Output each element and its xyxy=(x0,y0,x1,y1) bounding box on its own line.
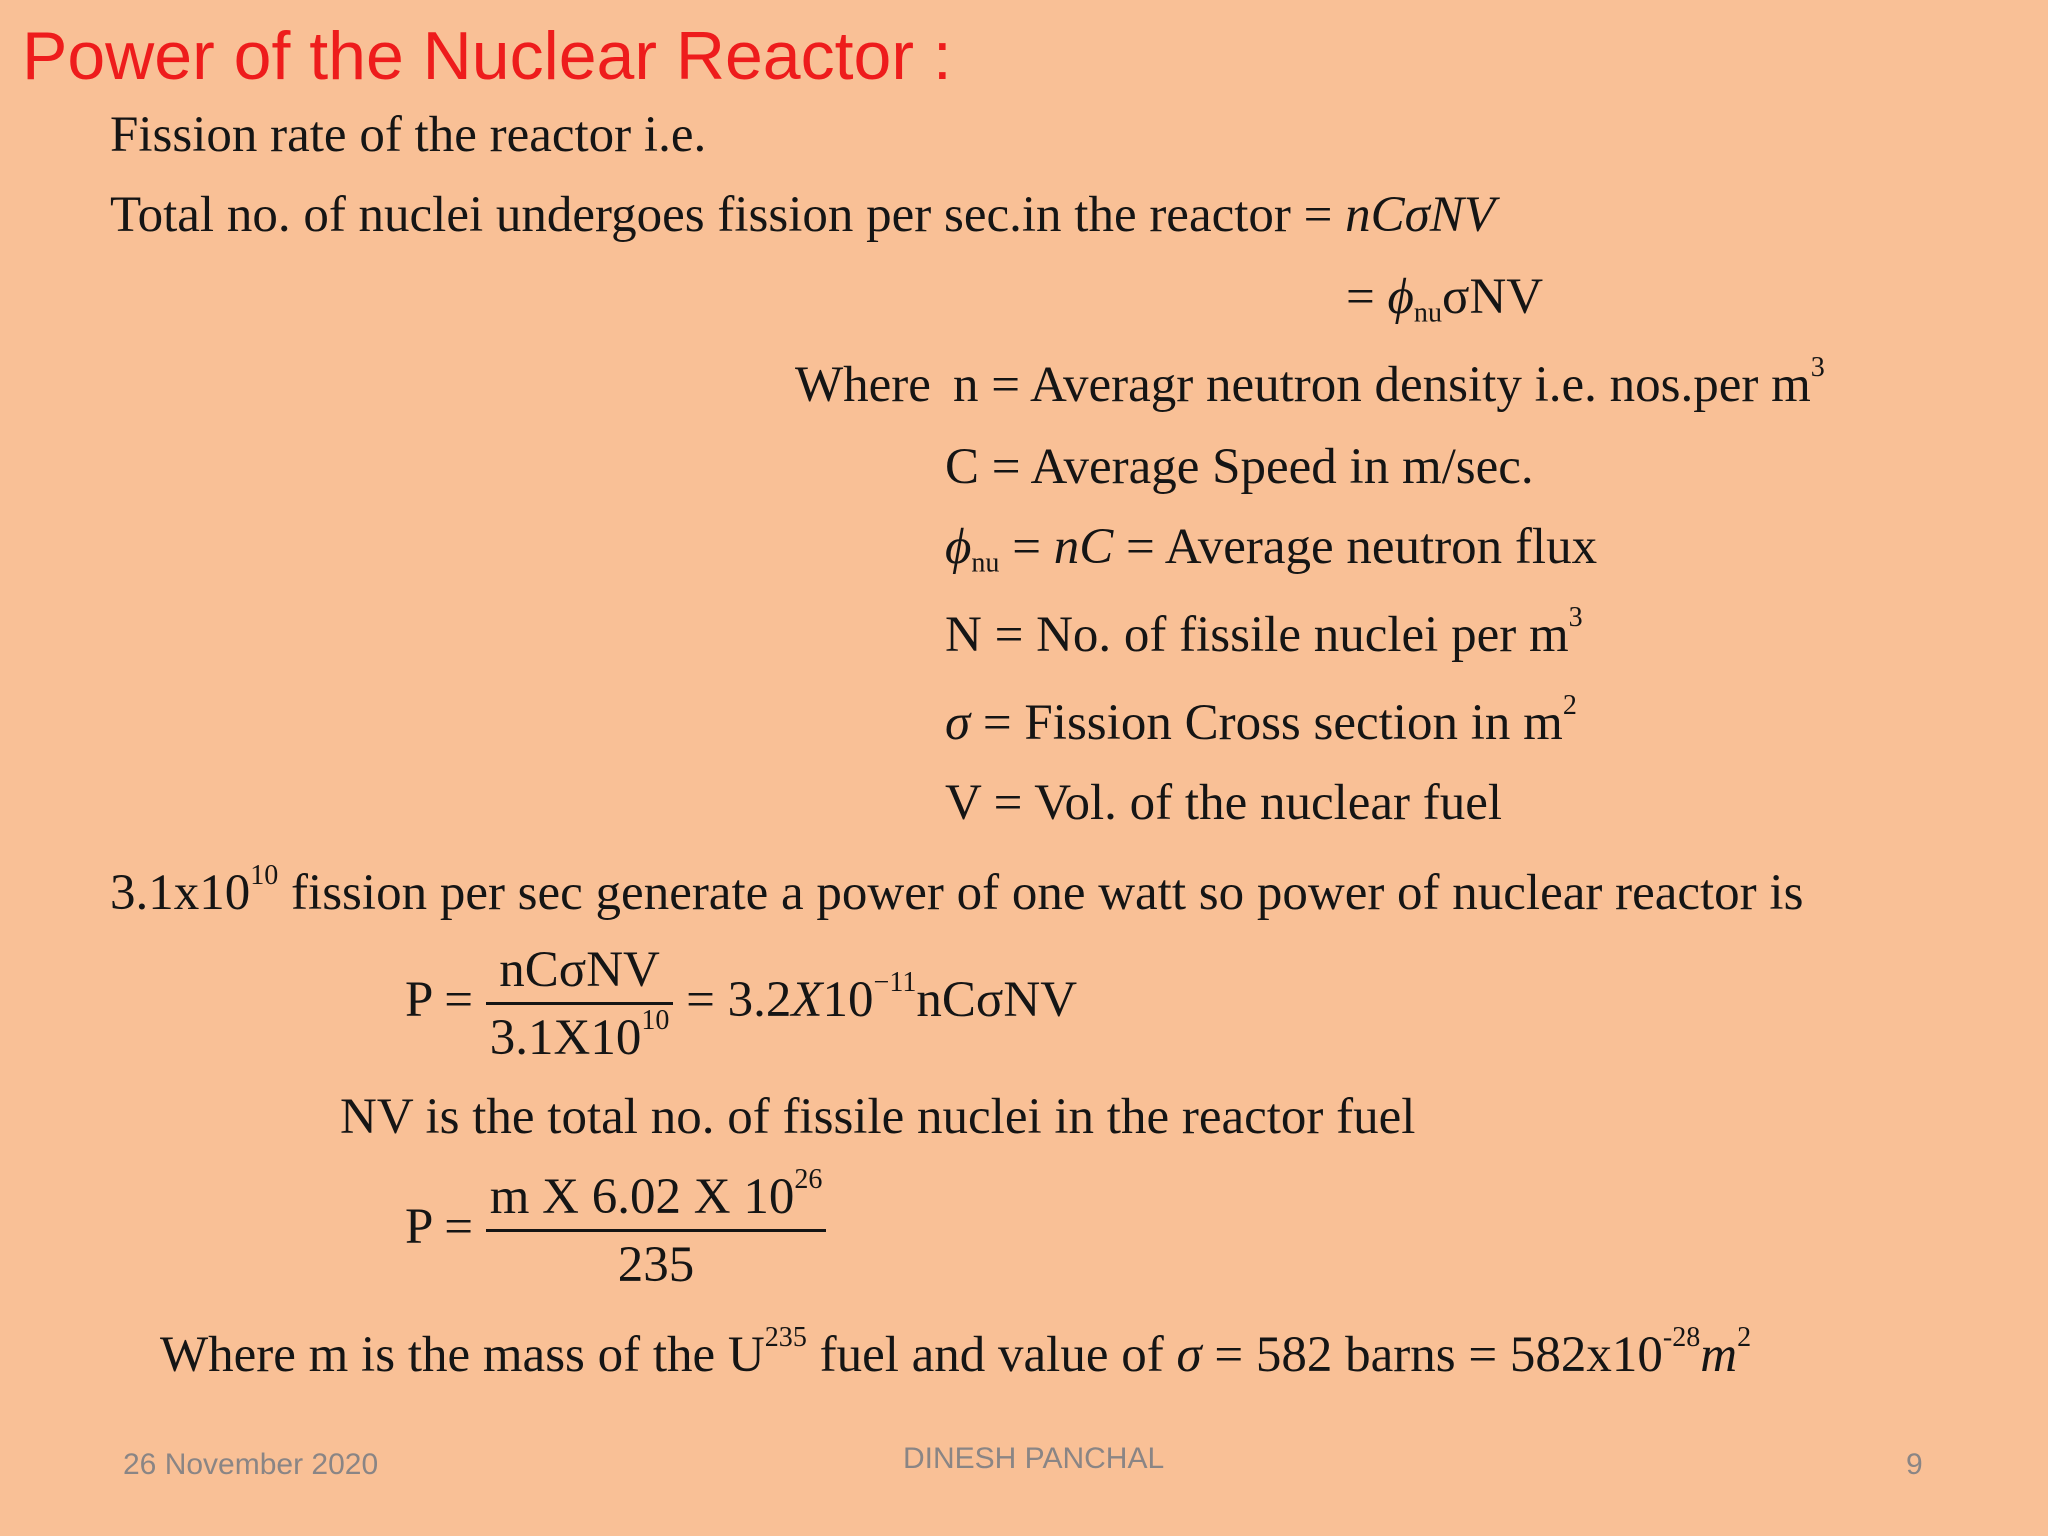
def-phi-nc: nC xyxy=(1053,519,1114,575)
def-n xyxy=(953,351,1825,413)
nv-line: NV is the total no. of fissile nuclei in the reactor fuel xyxy=(340,1089,1416,1145)
def-phi-sub: nu xyxy=(971,547,1000,579)
eq1-den-sup: 10 xyxy=(641,1004,670,1036)
where-label: Where xyxy=(795,357,931,413)
mass-pre: Where m is the mass of the U xyxy=(160,1327,765,1383)
def-phi-mid: = xyxy=(999,519,1054,575)
def-N-sup: 3 xyxy=(1568,601,1583,633)
def-sigma-sym: σ xyxy=(945,695,971,751)
eq1-fraction xyxy=(486,942,674,1066)
eq1-exp: −11 xyxy=(873,966,917,998)
fission-power-pre: 3.1x10 xyxy=(110,865,251,921)
def-c: C = Average Speed in m/sec. xyxy=(945,439,1534,495)
def-phi xyxy=(945,519,1598,579)
slide-title: Power of the Nuclear Reactor : xyxy=(22,18,952,94)
power-equation-1 xyxy=(405,942,1078,1066)
eq1-ten: 10 xyxy=(822,972,874,1029)
mass-sigma-line xyxy=(160,1321,1752,1383)
footer-page-number: 9 xyxy=(1906,1448,1923,1481)
fission-power-line xyxy=(110,859,1804,921)
flux-eq: = xyxy=(1346,269,1388,325)
mass-m-sup: 2 xyxy=(1737,1321,1752,1353)
fission-power-sup: 10 xyxy=(250,859,279,891)
flux-phi: ϕ xyxy=(1387,269,1414,325)
eq1-rest: nCσNV xyxy=(916,972,1078,1029)
mass-eq: = 582 barns = 582x10 xyxy=(1201,1327,1663,1383)
total-fission-text: Total no. of nuclei undergoes fission per sec.in the reactor = xyxy=(110,187,1346,243)
mass-mid: fuel and value of xyxy=(806,1327,1177,1383)
flux-formula-line xyxy=(1346,269,1544,329)
footer-date: 26 November 2020 xyxy=(123,1448,379,1481)
mass-exp: -28 xyxy=(1662,1321,1701,1353)
eq2-denominator: 235 xyxy=(617,1237,695,1293)
eq1-den-text: 3.1X10 xyxy=(489,1010,642,1066)
eq1-numerator: nCσNV xyxy=(486,945,674,1005)
footer-author: DINESH PANCHAL xyxy=(903,1442,1165,1475)
mass-sigma: σ xyxy=(1176,1327,1202,1383)
eq1-mid: = 3.2 xyxy=(673,972,792,1029)
def-v: V = Vol. of the nuclear fuel xyxy=(945,775,1503,831)
total-fission-line xyxy=(110,187,1495,243)
def-n-sup: 3 xyxy=(1810,351,1825,383)
def-sigma xyxy=(945,689,1577,751)
total-fission-formula: nCσNV xyxy=(1345,187,1495,243)
def-N xyxy=(945,601,1583,663)
def-sigma-text: = Fission Cross section in m xyxy=(970,695,1563,751)
eq2-num-sup: 26 xyxy=(794,1163,823,1195)
eq2-lhs: P = xyxy=(405,1199,486,1256)
def-N-text: N = No. of fissile nuclei per m xyxy=(945,607,1569,663)
eq2-fraction xyxy=(486,1163,827,1293)
def-phi-rest: = Average neutron flux xyxy=(1113,519,1598,575)
eq2-numerator xyxy=(486,1163,827,1232)
eq1-lhs: P = xyxy=(405,972,486,1029)
flux-rest: σNV xyxy=(1441,269,1544,325)
flux-sub: nu xyxy=(1413,297,1442,329)
def-sigma-sup: 2 xyxy=(1562,689,1577,721)
eq1-x: X xyxy=(791,972,823,1029)
def-phi-sym: ϕ xyxy=(945,519,972,575)
mass-m: m xyxy=(1700,1327,1738,1383)
power-equation-2 xyxy=(405,1163,826,1293)
fission-rate-line: Fission rate of the reactor i.e. xyxy=(110,107,707,163)
mass-sup: 235 xyxy=(764,1321,807,1353)
eq2-num-text: m X 6.02 X 10 xyxy=(489,1169,795,1225)
def-n-text: n = Averagr neutron density i.e. nos.per m xyxy=(953,357,1811,413)
fission-power-post: fission per sec generate a power of one watt so power of nuclear reactor is xyxy=(278,865,1804,921)
eq1-denominator xyxy=(486,1005,674,1064)
